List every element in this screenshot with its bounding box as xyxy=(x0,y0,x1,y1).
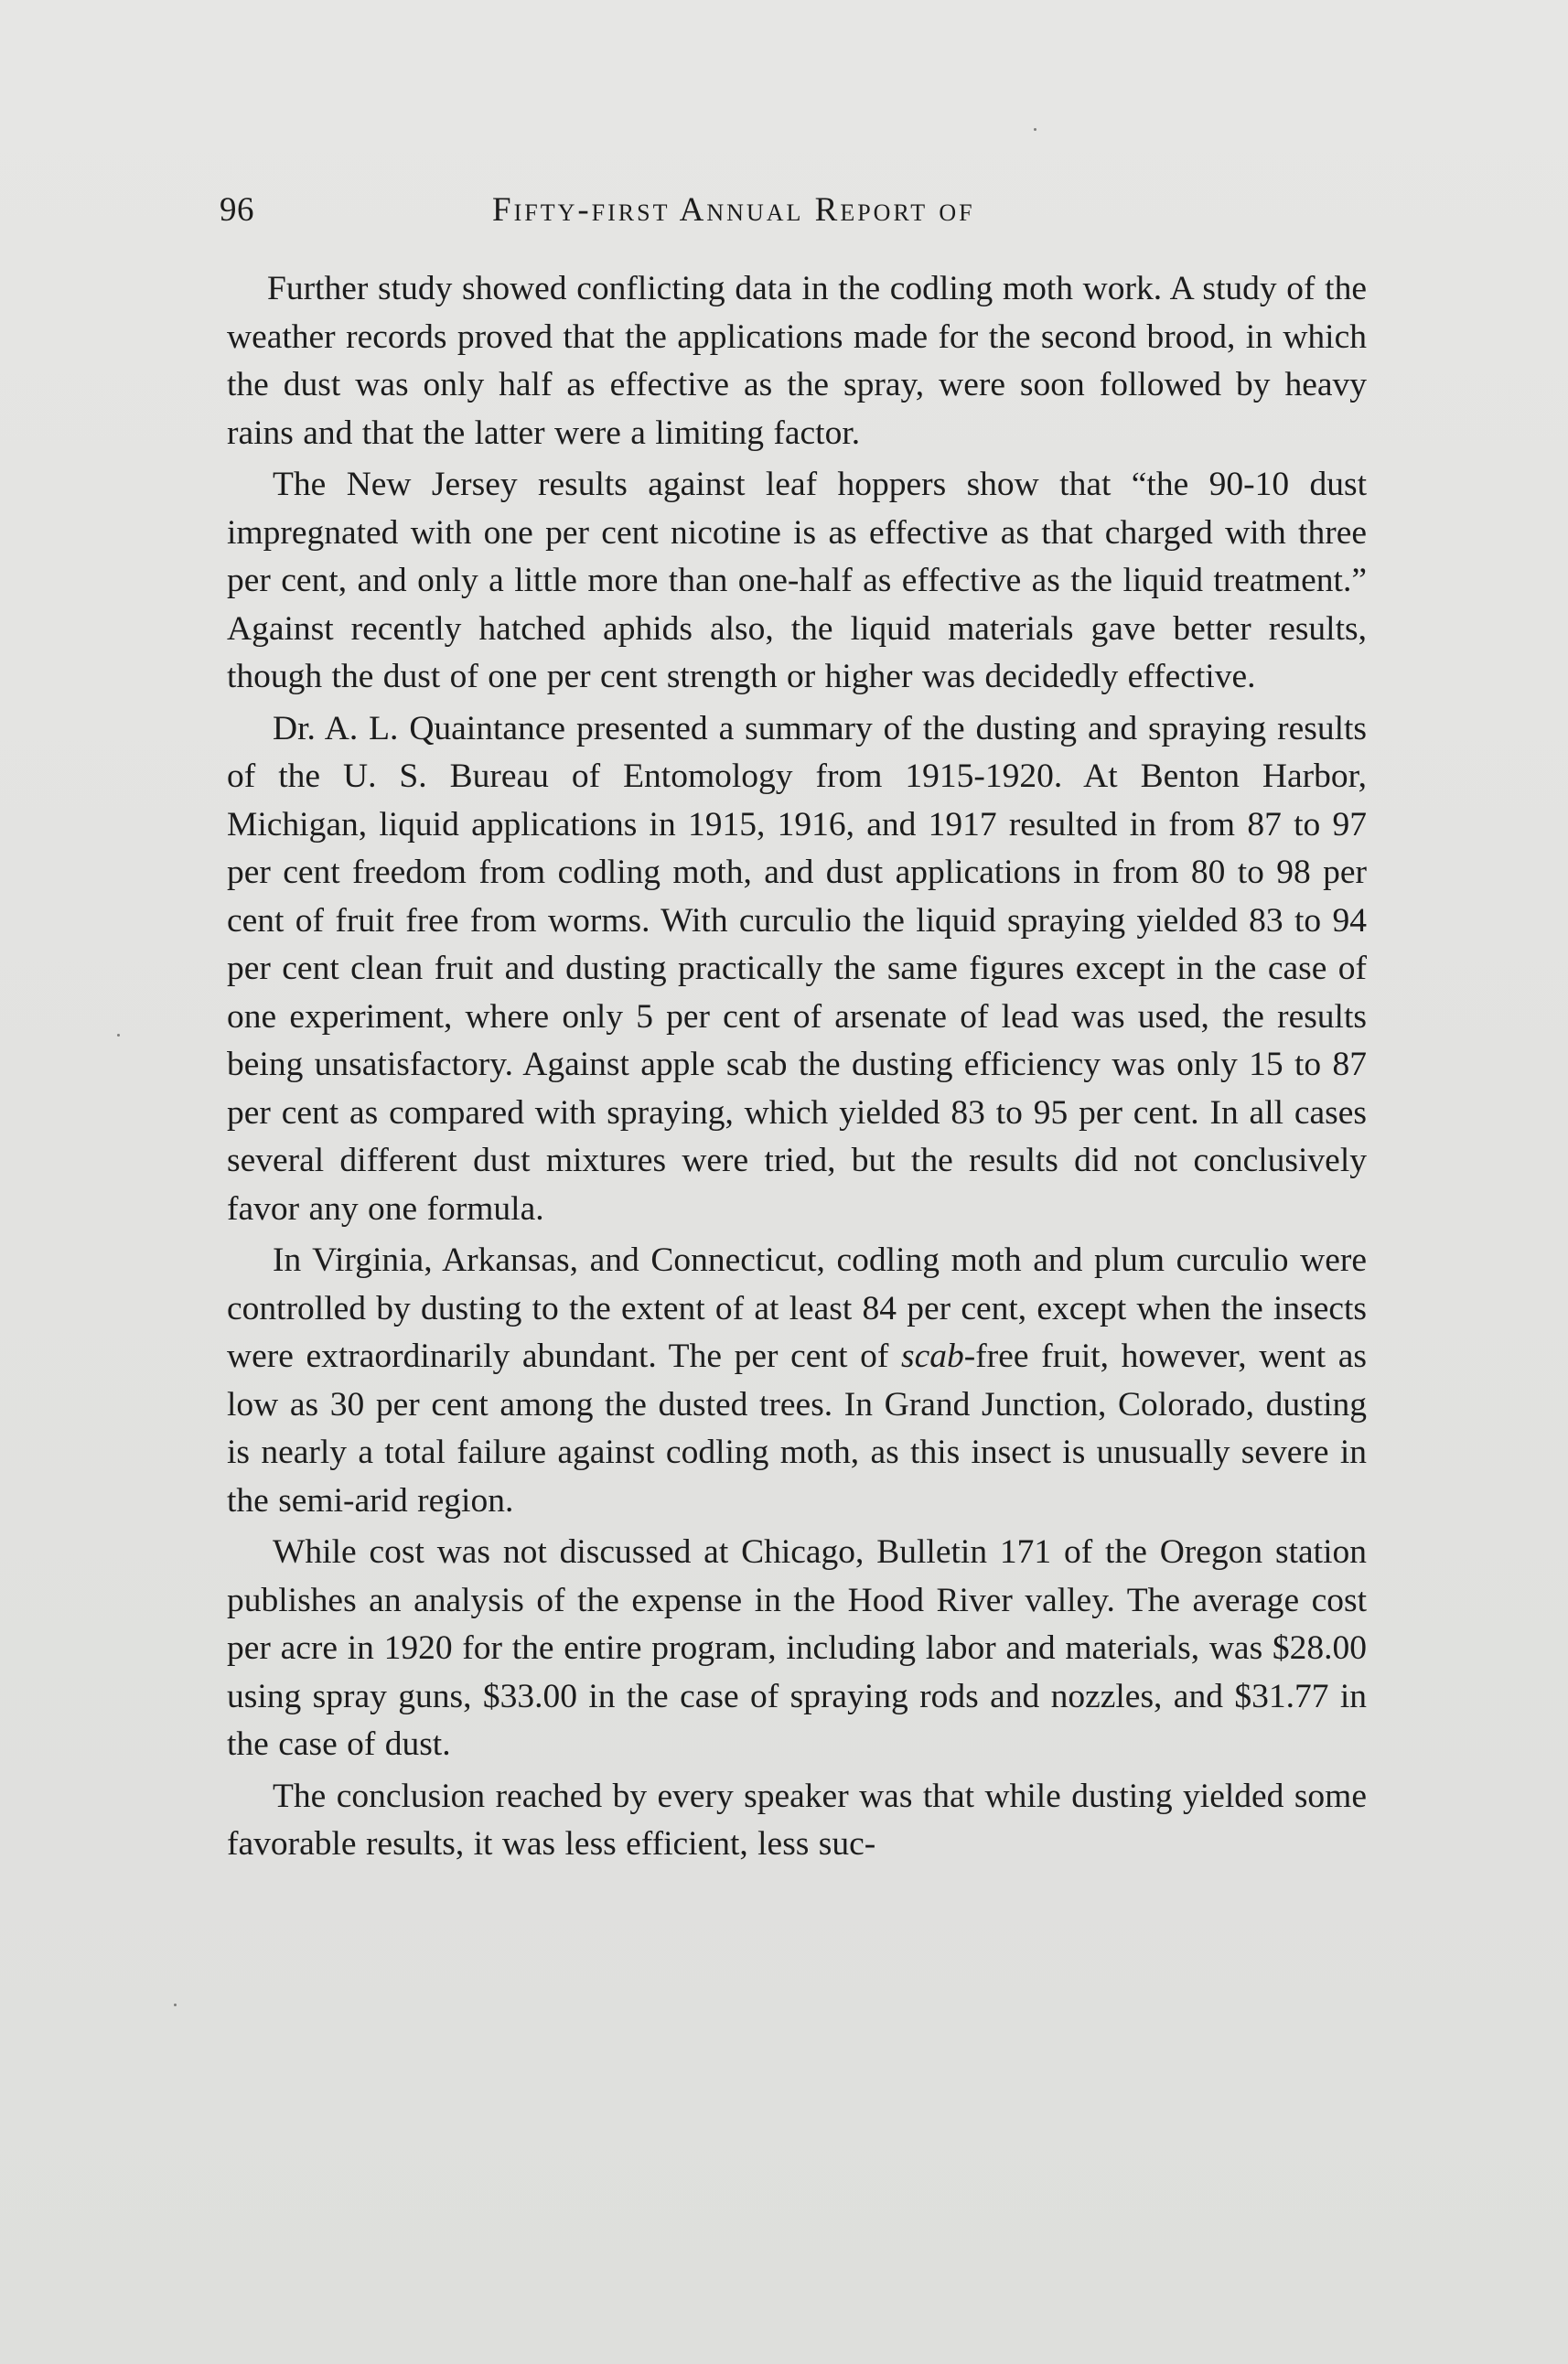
page-number: 96 xyxy=(220,191,254,229)
italic-scab: scab xyxy=(901,1338,964,1375)
page-header xyxy=(220,190,1409,242)
paragraph-virginia-part1: In Virginia, Arkansas, and Connecticut, codling moth and plum curculio were controlled by dusting to the extent of at least 84 per cent, except when the insects were extraordinarily abundant. The per cent of xyxy=(227,1241,1367,1375)
paper-speck xyxy=(117,1034,120,1037)
running-title: Fifty-first Annual Report of xyxy=(492,191,975,229)
page-body xyxy=(227,265,1367,1869)
paragraph-virginia xyxy=(227,1237,1367,1525)
paragraph-virginia-part2: -free fruit, however, went as low as 30 per cent among the dusted trees. In Grand Junction, Colorado, dusting is nearly a total failure against codling moth, as this insect is unusually severe in the semi-arid region. xyxy=(227,1338,1367,1520)
paragraph-codling-moth: Further study showed conflicting data in the codling moth work. A study of the weather records proved that the applications made for the second brood, in which the dust was only half as effective as the spray, were soon followed by heavy rains and that the latter were a limiting factor. xyxy=(227,270,1367,452)
paragraph-cost: While cost was not discussed at Chicago, Bulletin 171 of the Oregon station publishes an analysis of the expense in the Hood River valley. The average cost per acre in 1920 for the entire program, including labor and materials, was $28.00 using spray guns, $33.00 in the case of spraying rods and nozzles, and $31.77 in the case of dust. xyxy=(227,1533,1367,1763)
paper-speck xyxy=(1034,128,1036,131)
paper-speck xyxy=(174,2004,177,2006)
paragraph-quaintance: Dr. A. L. Quaintance presented a summary of the dusting and spraying results of the U. S. Bureau of Entomology from 1915-1920. At Benton Harbor, Michigan, liquid applications in 1915, 1916, and 1917 resulted in from 87 to 97 per cent freedom from codling moth, and dust applications in from 80 to 98 per cent of fruit free from worms. With curculio the liquid spraying yielded 83 to 94 per cent clean fruit and dusting practically the same figures except in the case of one experiment, where only 5 per cent of arsenate of lead was used, the results being unsatisfactory. Against apple scab the dusting efficiency was only 15 to 87 per cent as compared with spraying, which yielded 83 to 95 per cent. In all cases several different dust mixtures were tried, but the results did not conclusively favor any one formula. xyxy=(227,709,1367,1228)
paragraph-new-jersey: The New Jersey results against leaf hoppers show that “the 90-10 dust impregnated with one per cent nicotine is as effective as that charged with three per cent, and only a little more than one-half as effective as the liquid treatment.” Against recently hatched aphids also, the liquid materials gave better results, though the dust of one per cent strength or higher was decidedly effective. xyxy=(227,466,1367,695)
paragraph-conclusion: The conclusion reached by every speaker was that while dusting yielded some favorable results, it was less efficient, less suc- xyxy=(227,1777,1367,1863)
